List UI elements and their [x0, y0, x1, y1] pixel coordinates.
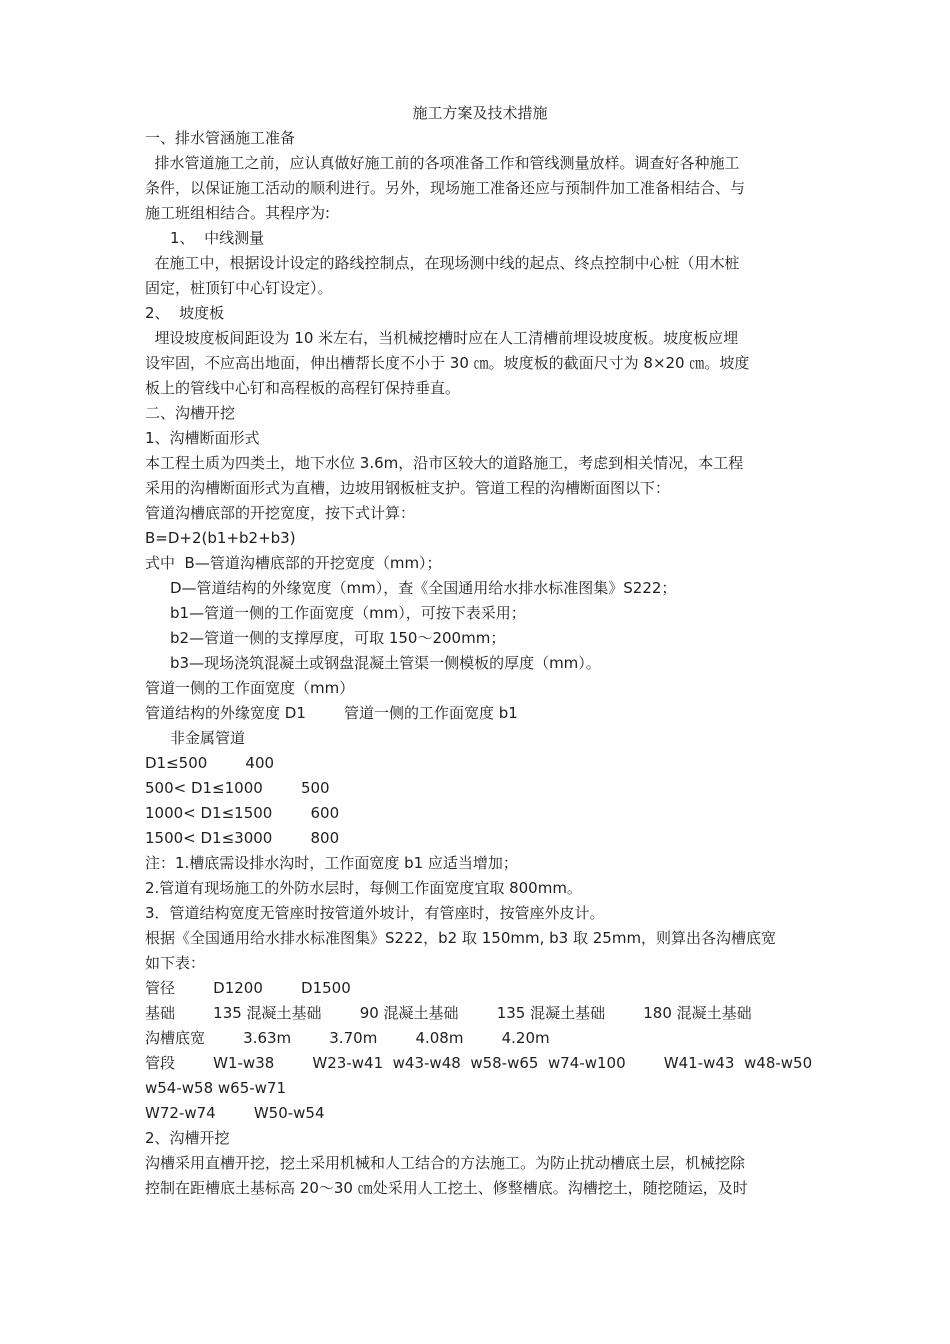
- paragraph-line: 设牢固，不应高出地面，伸出槽帮长度不小于 30 ㎝。坡度板的截面尺寸为 8×20 ㎝。坡度: [145, 354, 750, 372]
- note-line: 3．管道结构宽度无管座时按管道外坡计，有管座时，按管座外皮计。: [145, 904, 605, 922]
- table-row: w54-w58 w65-w71: [145, 1079, 287, 1097]
- paragraph-line: 排水管道施工之前，应认真做好施工前的各项准备工作和管线测量放样。调查好各种施工: [145, 154, 740, 172]
- subsection-heading: 2、沟槽开挖: [145, 1129, 230, 1147]
- document-title: 施工方案及技术措施: [412, 104, 548, 122]
- paragraph-line: 根据《全国通用给水排水标准图集》S222，b2 取 150mm, b3 取 25mm，则算出各沟槽底宽: [145, 929, 777, 947]
- table-row: 沟槽底宽 3.63m 3.70m 4.08m 4.20m: [145, 1029, 550, 1047]
- subsection-heading: 1、 中线测量: [170, 229, 265, 247]
- table-row: W72-w74 W50-w54: [145, 1104, 325, 1122]
- formula-definition: b3—现场浇筑混凝土或钢盘混凝土管渠一侧模板的厚度（mm）。: [170, 654, 601, 672]
- formula-definition: D—管道结构的外缘宽度（mm），查《全国通用给水排水标准图集》S222；: [170, 579, 677, 597]
- paragraph-line: 在施工中，根据设计设定的路线控制点，在现场测中线的起点、终点控制中心桩（用木桩: [145, 254, 740, 272]
- paragraph-line: 采用的沟槽断面形式为直槽，边坡用钢板桩支护。管道工程的沟槽断面图以下：: [145, 479, 671, 497]
- paragraph-line: 条件，以保证施工活动的顺利进行。另外，现场施工准备还应与预制件加工准备相结合、与: [145, 179, 746, 197]
- paragraph-line: 如下表：: [145, 954, 206, 972]
- paragraph-line: 控制在距槽底土基标高 20～30 ㎝处采用人工挖土、修整槽底。沟槽挖土，随挖随运，及时: [145, 1179, 748, 1197]
- table-row: 管段 W1-w38 W23-w41 w43-w48 w58-w65 w74-w100 W41-w43 w48-w50: [145, 1054, 813, 1072]
- paragraph-line: 固定，桩顶钉中心钉设定）。: [145, 279, 333, 297]
- formula-definition: b2—管道一侧的支撑厚度，可取 150～200mm；: [170, 629, 506, 647]
- table-row: 基础 135 混凝土基础 90 混凝土基础 135 混凝土基础 180 混凝土基础: [145, 1004, 752, 1022]
- table-header-row: 管道结构的外缘宽度 D1 管道一侧的工作面宽度 b1: [145, 704, 518, 722]
- table-row: 1000< D1≤1500 600: [145, 804, 340, 822]
- table-row: 管径 D1200 D1500: [145, 979, 351, 997]
- formula-definition: 式中 B—管道沟槽底部的开挖宽度（mm）；: [145, 554, 442, 572]
- paragraph-line: 埋设坡度板间距设为 10 米左右，当机械挖槽时应在人工清槽前埋设坡度板。坡度板应埋: [145, 329, 739, 347]
- section-heading: 一、排水管涵施工准备: [145, 129, 296, 147]
- subsection-heading: 2、 坡度板: [145, 304, 225, 322]
- paragraph-line: 本工程土质为四类土，地下水位 3.6m，沿市区较大的道路施工，考虑到相关情况，本工程: [145, 454, 744, 472]
- table-row: 500< D1≤1000 500: [145, 779, 330, 797]
- subsection-heading: 1、沟槽断面形式: [145, 429, 260, 447]
- note-line: 2.管道有现场施工的外防水层时，每侧工作面宽度宜取 800mm。: [145, 879, 582, 897]
- formula-definition: b1—管道一侧的工作面宽度（mm），可按下表采用；: [170, 604, 526, 622]
- note-line: 注：1.槽底需设排水沟时，工作面宽度 b1 应适当增加；: [145, 854, 518, 872]
- section-heading: 二、沟槽开挖: [145, 404, 236, 422]
- table-caption: 管道一侧的工作面宽度（mm）: [145, 679, 355, 697]
- paragraph-line: 管道沟槽底部的开挖宽度，按下式计算：: [145, 504, 416, 522]
- table-row: 非金属管道: [170, 729, 246, 747]
- formula: B=D+2(b1+b2+b3): [145, 529, 296, 547]
- paragraph-line: 沟槽采用直槽开挖，挖土采用机械和人工结合的方法施工。为防止扰动槽底土层，机械挖除: [145, 1154, 746, 1172]
- table-row: D1≤500 400: [145, 754, 275, 772]
- paragraph-line: 板上的管线中心钉和高程板的高程钉保持垂直。: [145, 379, 461, 397]
- paragraph-line: 施工班组相结合。其程序为:: [145, 204, 331, 222]
- document-body: [145, 101, 815, 1201]
- table-row: 1500< D1≤3000 800: [145, 829, 340, 847]
